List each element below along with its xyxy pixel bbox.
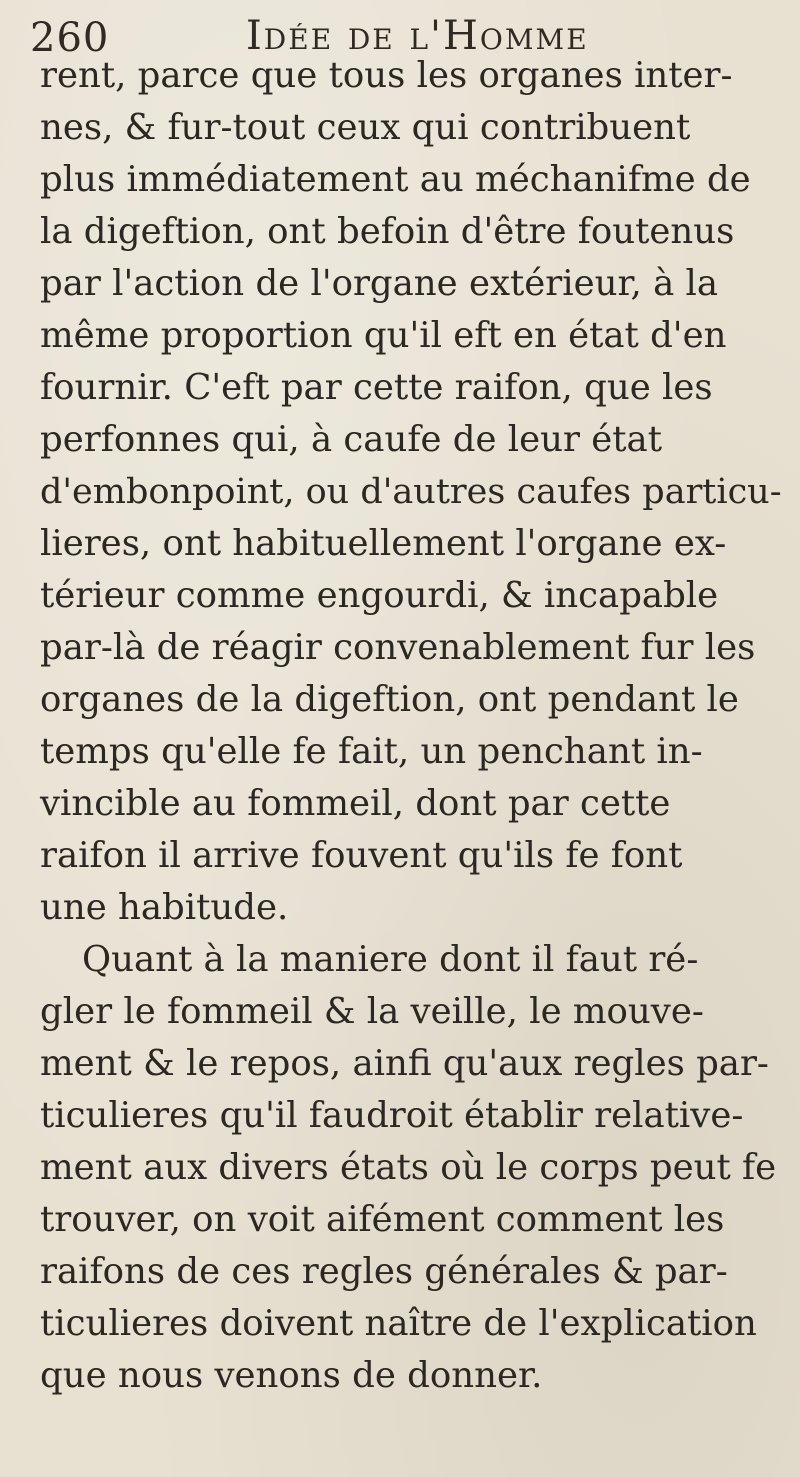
page-number: 260 [30,15,110,61]
text-line: une habitude. [40,887,289,928]
text-line: raifons de ces regles générales & par- [40,1251,728,1292]
running-head: Idée de l'Homme [246,13,589,59]
text-line: ment & le repos, ainfi qu'aux regles par- [40,1043,769,1084]
text-line: lieres, ont habituellement l'organe ex- [40,523,727,564]
text-line: raifon il arrive fouvent qu'ils fe font [40,835,683,876]
text-line: la digeftion, ont befoin d'être foutenus [40,211,735,252]
paragraph-start-line: Quant à la maniere dont il faut ré- [82,939,699,980]
text-line: perfonnes qui, à caufe de leur état [40,419,662,460]
text-line: par-là de réagir convenablement fur les [40,627,756,668]
text-line: vincible au fommeil, dont par cette [40,783,671,824]
text-line: ment aux divers états où le corps peut fe [40,1147,777,1188]
text-line: même proportion qu'il eft en état d'en [40,315,727,356]
text-line: ticulieres qu'il faudroit établir relative- [40,1095,744,1136]
text-line: temps qu'elle fe fait, un penchant in- [40,731,703,772]
text-line: térieur comme engourdi, & incapable [40,575,719,616]
text-line: rent, parce que tous les organes inter- [40,55,733,96]
text-line: d'embonpoint, ou d'autres caufes particu- [40,471,782,512]
text-line: par l'action de l'organe extérieur, à la [40,263,719,304]
text-line: ticulieres doivent naître de l'explication [40,1303,757,1344]
text-line: nes, & fur-tout ceux qui contribuent [40,107,691,148]
text-line: organes de la digeftion, ont pendant le [40,679,739,720]
text-line: trouver, on voit aifément comment les [40,1199,725,1240]
text-line: gler le fommeil & la veille, le mouve- [40,991,704,1032]
text-line: que nous venons de donner. [40,1355,543,1396]
text-line: plus immédiatement au méchanifme de [40,159,751,200]
text-line: fournir. C'eft par cette raifon, que les [40,367,713,408]
